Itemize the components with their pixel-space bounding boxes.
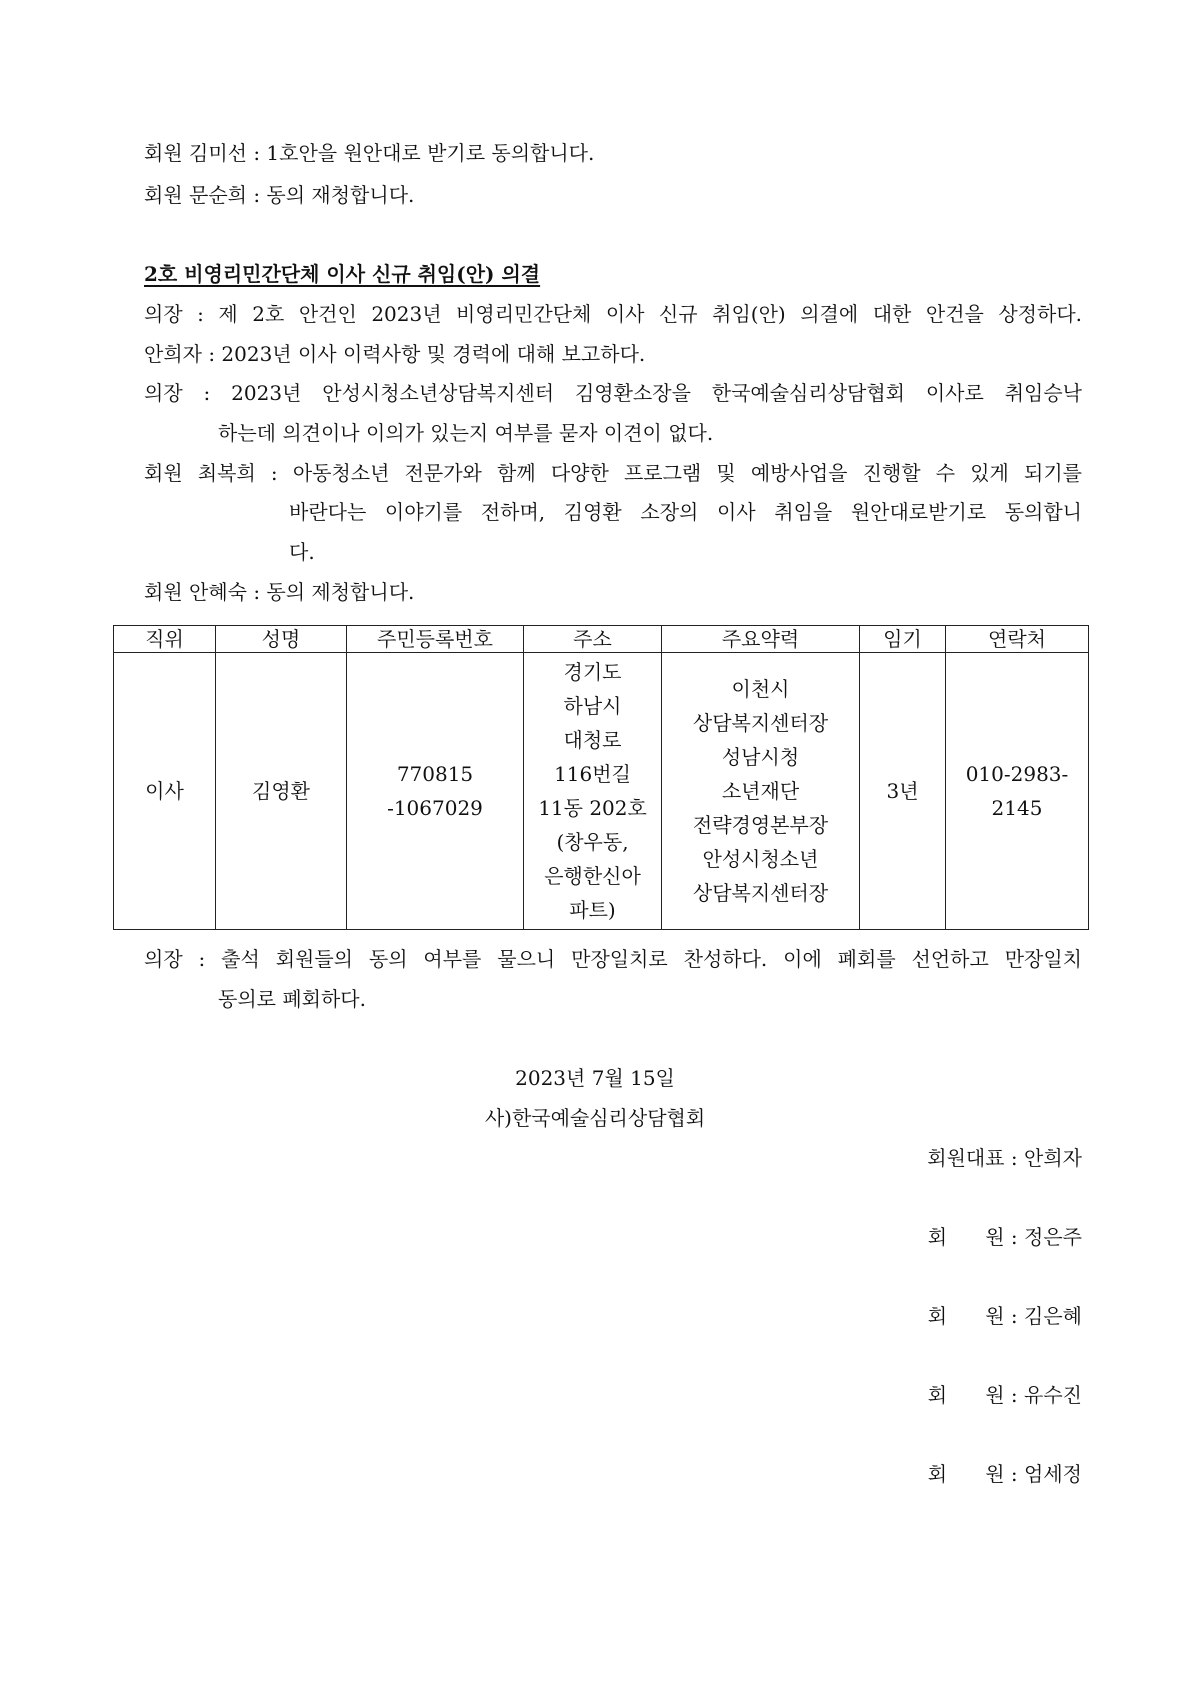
- cell-contact: 010-2983- 2145: [946, 653, 1089, 930]
- second-motion-line: 회원 안혜숙 : 동의 제청합니다.: [144, 580, 415, 604]
- member-name: 김은혜: [1024, 1304, 1082, 1328]
- header-id-number: 주민등록번호: [347, 626, 524, 653]
- representative-signature: 회원대표 : 안희자: [927, 1146, 1082, 1170]
- second-line: 회원 문순희 : 동의 재청합니다.: [144, 183, 415, 207]
- cell-career: 이천시 상담복지센터장 성남시청 소년재단 전략경영본부장 안성시청소년 상담복지센터장: [662, 653, 860, 930]
- chair-question-continued: 하는데 의견이나 이의가 있는지 여부를 묻자 이견이 없다.: [218, 421, 714, 445]
- closing-line: 의장 : 출석 회원들의 동의 여부를 물으니 만장일치로 찬성하다. 이에 폐회를 선언하고 만장일치: [144, 947, 1082, 971]
- member-signature: 회 원 : 김은혜: [927, 1304, 1082, 1328]
- table-row: [114, 653, 1089, 930]
- member-label: 회 원: [927, 1304, 1005, 1328]
- closing-line-continued: 동의로 폐회하다.: [218, 987, 366, 1011]
- member-signature: 회 원 : 유수진: [927, 1383, 1082, 1407]
- header-position: 직위: [114, 626, 216, 653]
- chair-proposal-line: 의장 : 제 2호 안건인 2023년 비영리민간단체 이사 신규 취임(안) 의결에 대한 안건을 상정하다.: [144, 302, 1082, 326]
- member-comment-continued: 바란다는 이야기를 전하며, 김영환 소장의 이사 취임을 원안대로받기로 동의합니: [289, 500, 1082, 524]
- member-comment-end: 다.: [289, 540, 315, 564]
- member-signature: 회 원 : 엄세정: [927, 1462, 1082, 1486]
- header-career: 주요약력: [662, 626, 860, 653]
- member-label: 회 원: [927, 1225, 1005, 1249]
- member-comment-line: 회원 최복희 : 아동청소년 전문가와 함께 다양한 프로그램 및 예방사업을 진행할 수 있게 되기를: [144, 461, 1082, 485]
- cell-id-number: 770815 -1067029: [347, 653, 524, 930]
- table-header-row: [114, 626, 1089, 653]
- member-name: 유수진: [1024, 1383, 1082, 1407]
- cell-position: 이사: [114, 653, 216, 930]
- header-name: 성명: [216, 626, 347, 653]
- cell-address: 경기도 하남시 대청로 116번길 11동 202호 (창우동, 은행한신아 파트): [524, 653, 662, 930]
- rep-name: 안희자: [1024, 1146, 1082, 1170]
- cell-name: 김영환: [216, 653, 347, 930]
- meeting-date: 2023년 7월 15일: [515, 1066, 675, 1090]
- report-line: 안희자 : 2023년 이사 이력사항 및 경력에 대해 보고하다.: [144, 342, 646, 366]
- member-name: 정은주: [1024, 1225, 1082, 1249]
- member-signature: 회 원 : 정은주: [927, 1225, 1082, 1249]
- agenda-heading: 2호 비영리민간단체 이사 신규 취임(안) 의결: [144, 262, 541, 286]
- header-term: 임기: [860, 626, 946, 653]
- rep-label: 회원대표: [927, 1146, 1005, 1170]
- cell-term: 3년: [860, 653, 946, 930]
- director-table: [113, 625, 1089, 930]
- member-label: 회 원: [927, 1383, 1005, 1407]
- motion-line: 회원 김미선 : 1호안을 원안대로 받기로 동의합니다.: [144, 141, 595, 165]
- chair-question-line: 의장 : 2023년 안성시청소년상담복지센터 김영환소장을 한국예술심리상담협회 이사로 취임승낙: [144, 381, 1082, 405]
- organization-name: 사)한국예술심리상담협회: [484, 1106, 706, 1130]
- member-name: 엄세정: [1024, 1462, 1082, 1486]
- member-label: 회 원: [927, 1462, 1005, 1486]
- header-address: 주소: [524, 626, 662, 653]
- header-contact: 연락처: [946, 626, 1089, 653]
